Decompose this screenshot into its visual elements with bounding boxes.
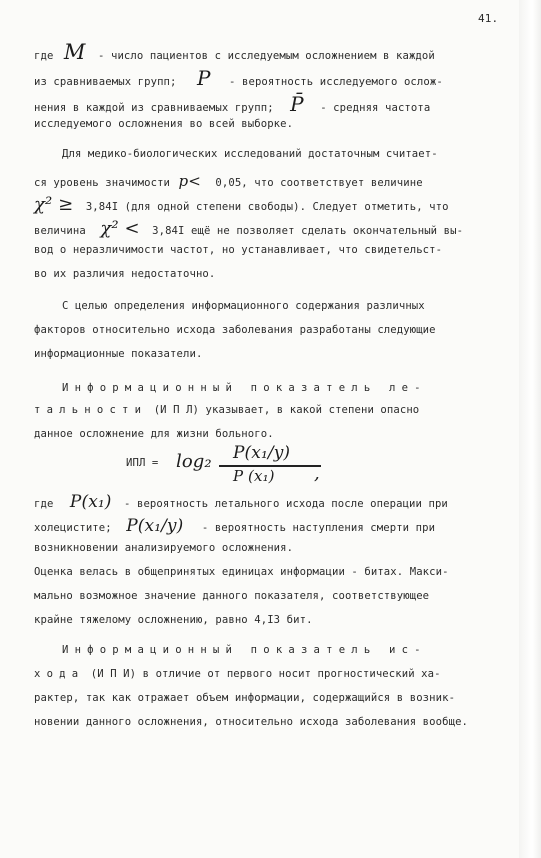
text-line: С целью определения информационного содержания различных: [62, 300, 425, 312]
text-line: Оценка велась в общепринятых единицах информации - битах. Макси-: [34, 566, 449, 578]
handwritten-p-x1-y: P(x₁/y): [126, 516, 184, 536]
text-line: [34, 40, 435, 64]
handwritten-p-x1: P(x₁): [69, 492, 112, 512]
text-line: мально возможное значение данного показателя, соответствующее: [34, 590, 430, 602]
page-number: 41.: [478, 12, 499, 25]
text-line: информационные показатели.: [34, 348, 203, 360]
page-edge: [519, 0, 541, 858]
text-segment: - вероятность летального исхода после операции при: [124, 498, 448, 510]
text-line: [34, 492, 448, 512]
text-line: во их различия недостаточно.: [34, 268, 216, 280]
heading-segment: хода: [34, 668, 85, 680]
heading-line: Информационный показатель ле-: [62, 382, 427, 394]
text-line: крайне тяжелому осложнению, равно 4,I3 бит.: [34, 614, 313, 626]
text-line: данное осложнение для жизни больного.: [34, 428, 274, 440]
text-line: [34, 404, 419, 416]
heading-segment: тальности: [34, 404, 148, 416]
formula-denominator: P (x₁): [233, 467, 275, 485]
handwritten-symbol-p-bar: P̄: [290, 92, 304, 116]
text-segment: где: [34, 50, 54, 62]
text-line: Для медико-биологических исследований достаточным считает-: [62, 148, 438, 160]
text-line: [34, 92, 430, 116]
handwritten-p-less: p<: [178, 172, 201, 190]
text-segment: холецистите;: [34, 522, 112, 534]
text-segment: - вероятность наступления смерти при: [201, 522, 436, 534]
text-line: возникновении анализируемого осложнения.: [34, 542, 294, 554]
text-segment: (И П И) в отличие от первого носит прогностический ха-: [90, 668, 441, 680]
text-segment: (И П Л) указывает, в какой степени опасно: [153, 404, 420, 416]
text-line: [34, 668, 441, 680]
text-line: рактер, так как отражает объем информации, содержащийся в возник-: [34, 692, 456, 704]
handwritten-symbol-p: P: [197, 66, 211, 90]
handwritten-chi-square: χ² <: [100, 218, 140, 239]
text-segment: из сравниваемых групп;: [34, 76, 177, 88]
heading-line: Информационный показатель ис-: [62, 644, 427, 656]
text-segment: величина: [34, 225, 86, 237]
text-segment: - вероятность исследуемого ослож-: [229, 76, 443, 88]
formula-numerator: P(x₁/y): [233, 443, 291, 463]
text-segment: - число пациентов с исследуемым осложнением в каждой: [98, 50, 435, 62]
text-line: [34, 194, 449, 215]
text-segment: - средняя частота: [320, 102, 431, 114]
text-line: факторов относительно исхода заболевания разработаны следующие: [34, 324, 436, 336]
handwritten-chi-square: χ² ≥: [34, 194, 74, 215]
text-line: [34, 66, 443, 90]
text-line: вод о неразличимости частот, но устанавливает, что свидетельст-: [34, 244, 443, 256]
formula-log: log₂: [176, 451, 212, 472]
text-segment: 3,84I ещё не позволяет сделать окончательный вы-: [152, 225, 464, 237]
text-segment: где: [34, 498, 54, 510]
ipl-formula: [126, 443, 356, 489]
text-line: [34, 516, 435, 536]
text-line: новении данного осложнения, относительно исхода заболевания вообще.: [34, 716, 469, 728]
text-segment: нения в каждой из сравниваемых групп;: [34, 102, 274, 114]
formula-lhs: ИПЛ =: [126, 457, 159, 469]
text-line: [34, 218, 463, 239]
text-segment: 0,05, что соответствует величине: [215, 177, 423, 189]
text-line: [34, 172, 423, 190]
text-line: исследуемого осложнения во всей выборке.: [34, 118, 294, 130]
formula-comma: ,: [314, 463, 320, 484]
handwritten-symbol-m: M: [63, 40, 86, 64]
text-segment: ся уровень значимости: [34, 177, 171, 189]
text-segment: 3,84I (для одной степени свободы). Следует отметить, что: [85, 201, 449, 213]
